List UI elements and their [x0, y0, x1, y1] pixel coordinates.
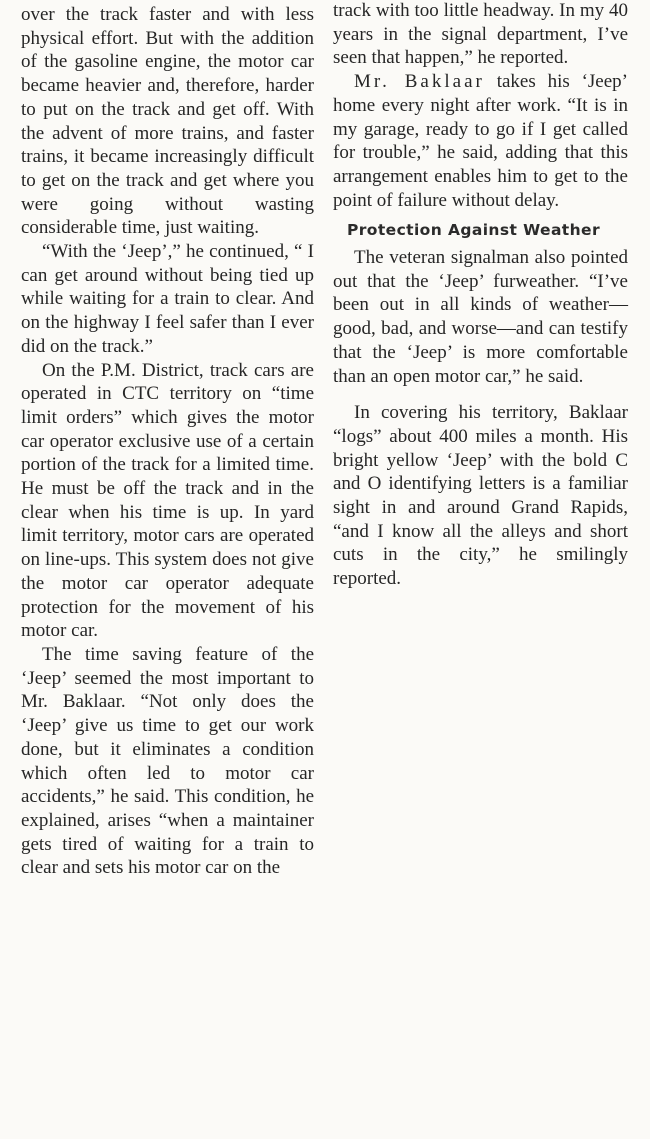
right-paragraph-2-text: takes his ‘Jeep’ home every night after work. “It is in my garage, ready to go if I get called for trouble,” he said, adding that this arrangement enables him to get to the point of failure without delay. — [333, 71, 628, 211]
left-paragraph-2: “With the ‘Jeep’,” he continued, “ I can get around without being tied up while waiting for a train to clear. And on the highway I feel safer than I ever did on the track.” — [21, 241, 314, 357]
right-paragraph-3: The veteran signalman also pointed out that the ‘Jeep’ furweather. “I’ve been out in all kinds of weather—good, bad, and worse—and can testify that the ‘Jeep’ is more comfortable than an open motor car,” he said. — [333, 247, 628, 387]
person-name: Mr. Baklaar — [354, 71, 485, 93]
left-paragraph-3: On the P.M. District, track cars are operated in CTC territory on “time limit orders” which gives the motor car operator exclusive use of a certain portion of the track for a limited time. He must be off the track and in the clear when his time is up. In yard limit territory, motor cars are operated on line-ups. This system does not give the motor car operator adequate protection for the movement of his motor car. — [21, 359, 314, 642]
right-paragraph-1: track with too little headway. In my 40 years in the signal department, I’ve seen that happen,” he reported. — [333, 0, 628, 69]
section-heading: Protection Against Weather — [347, 221, 601, 240]
right-column — [333, 0, 628, 591]
right-paragraph-2 — [333, 70, 628, 212]
left-column — [21, 3, 314, 880]
left-paragraph-1: over the track faster and with less physical effort. But with the addition of the gasoline engine, the motor car became heavier and, therefore, harder to put on the track and get off. With the advent of more trains, and faster trains, it became increasingly difficult to get on the track and get where you were going without wasting considerable time, just waiting. — [21, 4, 314, 239]
right-paragraph-4: In covering his territory, Baklaar “logs” about 400 miles a month. His bright yellow ‘Jeep’ with the bold C and O identifying letters is a familiar sight in and around Grand Rapids, “and I know all the alleys and short cuts in the city,” he smilingly reported. — [333, 402, 628, 590]
left-paragraph-4: The time saving feature of the ‘Jeep’ seemed the most important to Mr. Baklaar. “Not only does the ‘Jeep’ give us time to get our work done, but it eliminates a condition which often led to motor car accidents,” he said. This condition, he explained, arises “when a maintainer gets tired of waiting for a train to clear and sets his motor car on the — [21, 643, 314, 879]
